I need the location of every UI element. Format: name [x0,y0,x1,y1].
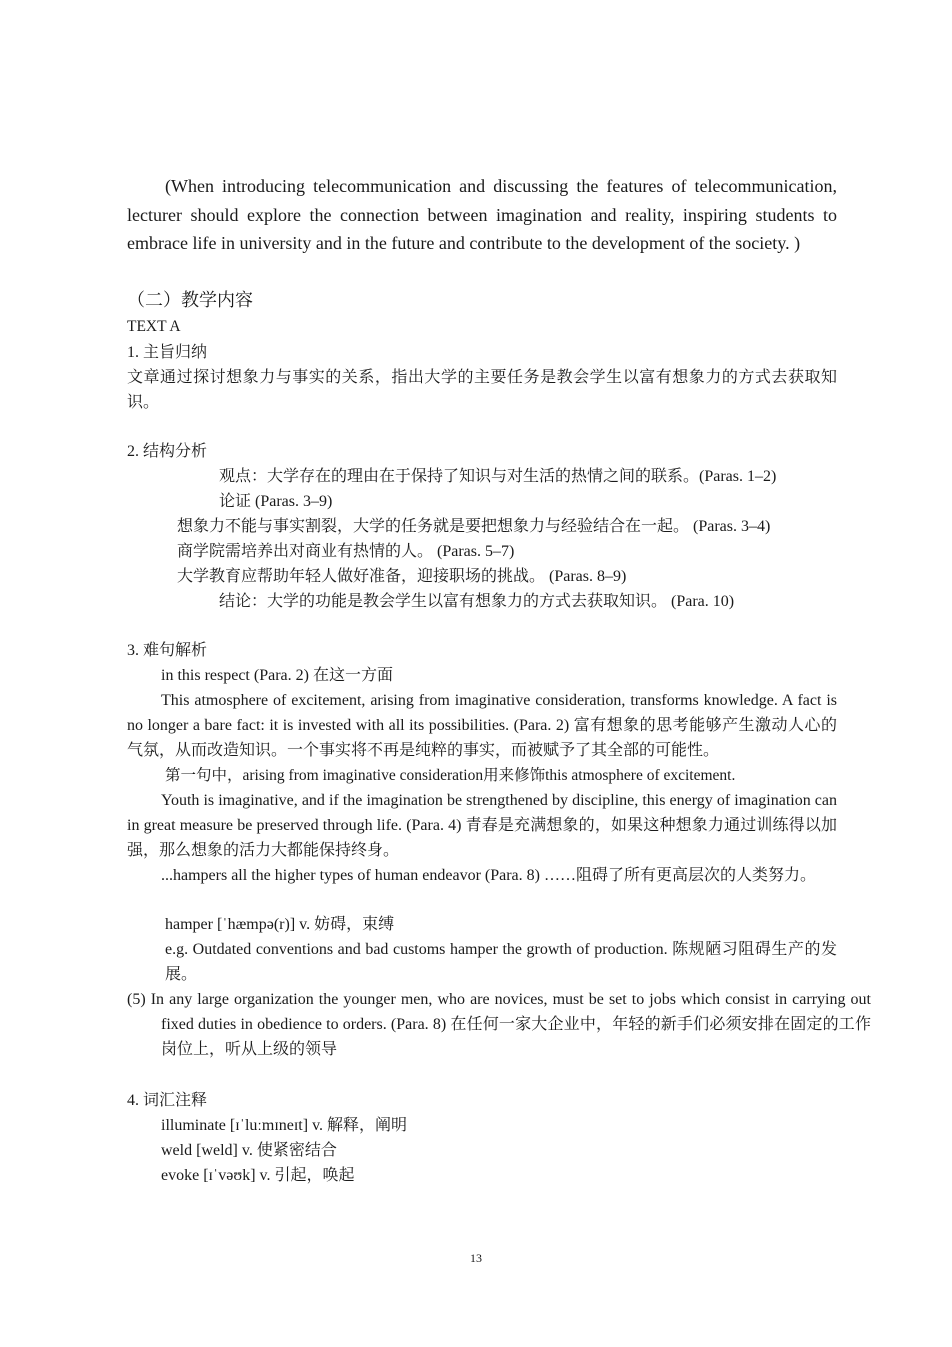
vocab-entry: hamper [ˈhæmpə(r)] v. 妨碍，束缚 [165,916,395,933]
s1-body: 文章通过探讨想象力与事实的关系，指出大学的主要任务是教会学生以富有想象力的方式去获取知识。 [127,369,837,411]
text-label: TEXT A [127,318,181,335]
section-heading: （二）教学内容 [127,290,253,310]
s2-line: 大学教育应帮助年轻人做好准备，迎接职场的挑战。 (Paras. 8–9) [177,568,627,585]
s3-sentence: ...hampers all the higher types of human endeavor (Para. 8) ……阻碍了所有更高层次的人类努力。 [161,867,816,884]
s2-line: 商学院需培养出对商业有热情的人。 (Paras. 5–7) [177,543,515,560]
s2-line: 结论：大学的功能是教会学生以富有想象力的方式去获取知识。 (Para. 10) [219,593,735,610]
vocab-entry: weld [weld] v. 使紧密结合 [161,1142,337,1159]
s3-heading: 3. 难句解析 [127,642,208,659]
intro-paragraph: (When introducing telecommunication and discussing the features of telecommunication, lecturer should explore the connection between imagination and reality, inspiring students to embrace life in university and in the future and contribute to the development of the society. ) [127,176,837,253]
s3-phrase: in this respect (Para. 2) 在这一方面 [161,667,393,684]
s3-sentence: Youth is imaginative, and if the imagination be strengthened by discipline, this energy of imagination can in great measure be preserved through life. (Para. 4) 青春是充满想象的，如果这种想象力通过训练得以加强，那么想象的活力大都能保持终身。 [127,792,837,859]
page-number: 13 [470,1251,482,1265]
s3-note: 第一句中，arising from imaginative consideration用来修饰this atmosphere of excitement. [165,767,736,784]
s2-line: 观点：大学存在的理由在于保持了知识与对生活的热情之间的联系。(Paras. 1–2) [219,468,777,485]
s1-heading: 1. 主旨归纳 [127,344,208,361]
s2-line: 论证 (Paras. 3–9) [219,493,333,510]
vocab-entry: evoke [ɪˈvəʊk] v. 引起，唤起 [161,1167,355,1184]
s4-heading: 4. 词汇注释 [127,1092,208,1109]
example-sentence: e.g. Outdated conventions and bad customs hamper the growth of production. 陈规陋习阻碍生产的发展。 [165,941,837,983]
vocab-entry: illuminate [ɪˈluːmɪneɪt] v. 解释，阐明 [161,1117,408,1134]
s3-sentence: (5) In any large organization the younger men, who are novices, must be set to jobs which consist in carrying out fixed duties in obedience to orders. (Para. 8) 在任何一家大企业中，年轻的新手们必须安排在固定的工作岗位上，听从上级的领导 [127,991,871,1058]
s2-heading: 2. 结构分析 [127,443,208,460]
s2-line: 想象力不能与事实割裂，大学的任务就是要把想象力与经验结合在一起。 (Paras. 3–4) [177,518,771,535]
s3-sentence: This atmosphere of excitement, arising from imaginative consideration, transforms knowledge. A fact is no longer a bare fact: it is invested with all its possibilities. (Para. 2) 富有想象的思考能够产生激动人心的气氛，从而改造知识。一个事实将不再是纯粹的事实，而被赋予了其全部的可能性。 [127,692,837,759]
